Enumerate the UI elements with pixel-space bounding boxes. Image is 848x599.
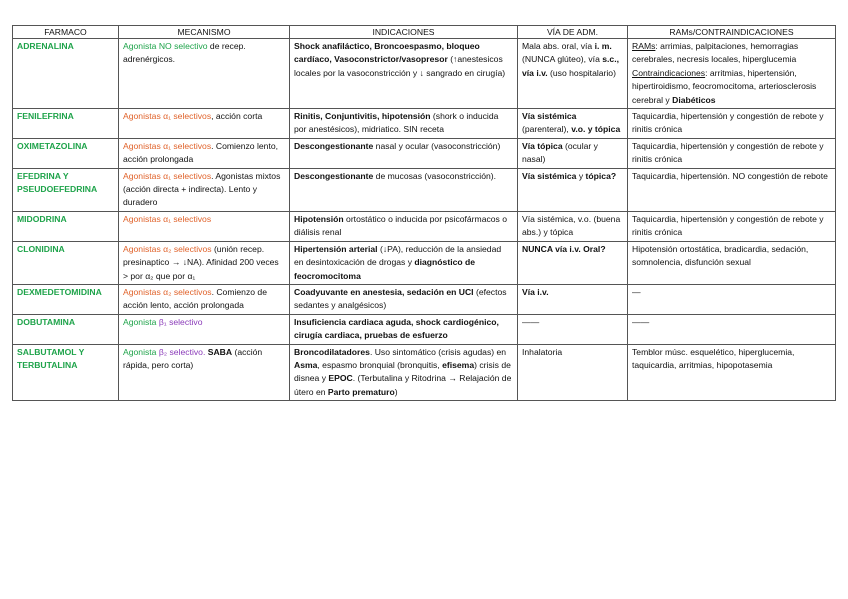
route-cell: Vía i.v. <box>518 284 628 314</box>
table-row <box>13 344 836 401</box>
pharmacology-table <box>12 25 836 401</box>
mechanism-cell: Agonistas α₁ selectivos <box>119 211 290 241</box>
route-cell: Vía tópica (ocular y nasal) <box>518 138 628 168</box>
table-row <box>13 314 836 344</box>
indications-cell: Broncodilatadores. Uso sintomático (crisis agudas) en Asma, espasmo bronquial (bronquitis, efisema) crisis de disnea y EPOC. (Terbutalina y Ritodrina → Relajación de útero en Parto prematuro) <box>290 344 518 401</box>
drug-name: ADRENALINA <box>13 39 119 109</box>
header-row <box>13 26 836 39</box>
mechanism-cell: Agonistas α₂ selectivos (unión recep. presinaptico → ↓NA). Afinidad 200 veces > por α₂ que por α₁ <box>119 241 290 284</box>
header-mecanismo: MECANISMO <box>119 26 290 39</box>
drug-name: OXIMETAZOLINA <box>13 138 119 168</box>
mechanism-cell: Agonistas α₁ selectivos. Comienzo lento, acción prolongada <box>119 138 290 168</box>
drug-name: CLONIDINA <box>13 241 119 284</box>
table-row <box>13 109 836 139</box>
adverse-effects-cell: Taquicardia, hipertensión y congestión de rebote y rinitis crónica <box>628 211 836 241</box>
drug-name: DEXMEDETOMIDINA <box>13 284 119 314</box>
table-row <box>13 138 836 168</box>
adverse-effects-cell: Temblor músc. esquelético, hiperglucemia, taquicardia, arritmias, hipopotasemia <box>628 344 836 401</box>
indications-cell: Hipertensión arterial (↓PA), reducción de la ansiedad en desintoxicación de drogas y diagnóstico de feocromocitoma <box>290 241 518 284</box>
mechanism-cell: Agonista β₁ selectivo <box>119 314 290 344</box>
mechanism-cell: Agonista NO selectivo de recep. adrenérgicos. <box>119 39 290 109</box>
table-row <box>13 241 836 284</box>
table-row <box>13 284 836 314</box>
header-farmaco: FARMACO <box>13 26 119 39</box>
adverse-effects-cell: Taquicardia, hipertensión y congestión de rebote y rinitis crónica <box>628 138 836 168</box>
route-cell: Mala abs. oral, vía i. m. (NUNCA glúteo), vía s.c., vía i.v. (uso hospitalario) <box>518 39 628 109</box>
drug-name: DOBUTAMINA <box>13 314 119 344</box>
drug-name: MIDODRINA <box>13 211 119 241</box>
table-row <box>13 168 836 211</box>
route-cell: —— <box>518 314 628 344</box>
indications-cell: Insuficiencia cardiaca aguda, shock cardiogénico, cirugía cardiaca, pruebas de esfuerzo <box>290 314 518 344</box>
route-cell: Inhalatoria <box>518 344 628 401</box>
table-row <box>13 211 836 241</box>
header-rams: RAMs/CONTRAINDICACIONES <box>628 26 836 39</box>
drug-name: FENILEFRINA <box>13 109 119 139</box>
adverse-effects-cell: Hipotensión ortostática, bradicardia, sedación, somnolencia, disfunción sexual <box>628 241 836 284</box>
indications-cell: Rinitis, Conjuntivitis, hipotensión (shork o inducida por anestésicos), midriatico. SIN receta <box>290 109 518 139</box>
indications-cell: Coadyuvante en anestesia, sedación en UCI (efectos sedantes y analgésicos) <box>290 284 518 314</box>
mechanism-cell: Agonistas α₁ selectivos, acción corta <box>119 109 290 139</box>
mechanism-cell: Agonista β₂ selectivo. SABA (acción rápida, pero corta) <box>119 344 290 401</box>
route-cell: Vía sistémica, v.o. (buena abs.) y tópica <box>518 211 628 241</box>
adverse-effects-cell: Taquicardia, hipertensión. NO congestión de rebote <box>628 168 836 211</box>
indications-cell: Descongestionante nasal y ocular (vasoconstricción) <box>290 138 518 168</box>
route-cell: Vía sistémica y tópica? <box>518 168 628 211</box>
adverse-effects-cell: Taquicardia, hipertensión y congestión de rebote y rinitis crónica <box>628 109 836 139</box>
mechanism-cell: Agonistas α₁ selectivos. Agonistas mixtos (acción directa + indirecta). Lento y duradero <box>119 168 290 211</box>
drug-name: SALBUTAMOL Y TERBUTALINA <box>13 344 119 401</box>
route-cell: Vía sistémica (parenteral), v.o. y tópica <box>518 109 628 139</box>
drug-name: EFEDRINA Y PSEUDOEFEDRINA <box>13 168 119 211</box>
adverse-effects-cell: —— <box>628 314 836 344</box>
header-via: VÍA DE ADM. <box>518 26 628 39</box>
indications-cell: Shock anafiláctico, Broncoespasmo, bloqueo cardíaco, Vasoconstrictor/vasopresor (↑anestesicos locales por la vasoconstricción y ↓ sangrado en cirugía) <box>290 39 518 109</box>
route-cell: NUNCA vía i.v. Oral? <box>518 241 628 284</box>
mechanism-cell: Agonistas α₂ selectivos. Comienzo de acción lento, acción prolongada <box>119 284 290 314</box>
indications-cell: Descongestionante de mucosas (vasoconstricción). <box>290 168 518 211</box>
header-indicaciones: INDICACIONES <box>290 26 518 39</box>
adverse-effects-cell: RAMs: arrimias, palpitaciones, hemorragias cerebrales, necresis locales, hiperglucemia Contraindicaciones: arritmias, hipertensión, hipertiroidismo, feocromocitoma, arteriosclerosis cerebral y Diabéticos <box>628 39 836 109</box>
adverse-effects-cell: — <box>628 284 836 314</box>
table-row <box>13 39 836 109</box>
indications-cell: Hipotensión ortostático o inducida por psicofármacos o diálisis renal <box>290 211 518 241</box>
